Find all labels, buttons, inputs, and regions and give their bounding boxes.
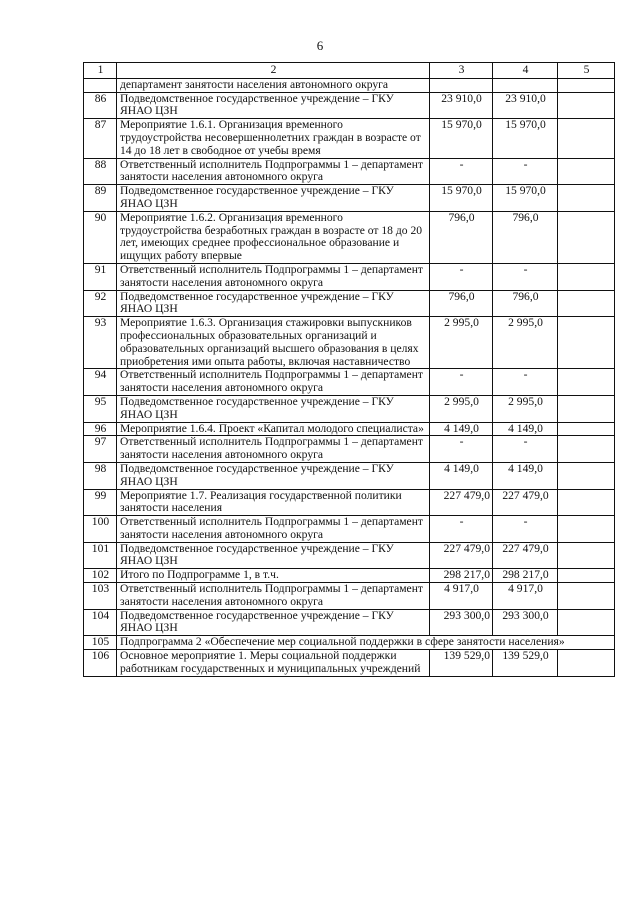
value-col5 xyxy=(558,650,615,677)
table-row xyxy=(84,185,615,212)
row-name: Подведомственное государственное учреждение – ГКУ ЯНАО ЦЗН xyxy=(117,542,430,569)
table-row xyxy=(84,650,615,677)
table-row xyxy=(84,119,615,158)
row-number: 94 xyxy=(84,369,117,396)
table-row xyxy=(84,290,615,317)
row-number: 98 xyxy=(84,462,117,489)
value-col5 xyxy=(558,211,615,263)
row-number: 86 xyxy=(84,92,117,119)
table-body xyxy=(84,78,615,676)
row-number: 100 xyxy=(84,516,117,543)
row-name: Ответственный исполнитель Подпрограммы 1 – департамент занятости населения автономного округа xyxy=(117,516,430,543)
table-row xyxy=(84,542,615,569)
value-col4: 15 970,0 xyxy=(493,185,558,212)
value-col3: 15 970,0 xyxy=(430,185,493,212)
value-col5 xyxy=(558,569,615,583)
value-col3: 227 479,0 xyxy=(430,489,493,516)
row-number: 89 xyxy=(84,185,117,212)
value-col4: 796,0 xyxy=(493,211,558,263)
value-col4: 227 479,0 xyxy=(493,542,558,569)
row-number: 104 xyxy=(84,609,117,636)
value-col5 xyxy=(558,395,615,422)
row-name: Подведомственное государственное учреждение – ГКУ ЯНАО ЦЗН xyxy=(117,462,430,489)
page-number: 6 xyxy=(316,38,324,53)
value-col5 xyxy=(558,516,615,543)
value-col4: 4 149,0 xyxy=(493,422,558,436)
value-col3: 15 970,0 xyxy=(430,119,493,158)
column-header-1: 1 xyxy=(84,63,117,79)
value-col5 xyxy=(558,92,615,119)
continuation-text: департамент занятости населения автономного округа xyxy=(117,78,430,92)
value-col4: - xyxy=(493,369,558,396)
value-col3: 227 479,0 xyxy=(430,542,493,569)
row-name: Мероприятие 1.7. Реализация государственной политики занятости населения xyxy=(117,489,430,516)
table-row xyxy=(84,211,615,263)
value-col5 xyxy=(558,436,615,463)
row-number: 90 xyxy=(84,211,117,263)
value-col3: 4 149,0 xyxy=(430,422,493,436)
row-name: Подведомственное государственное учреждение – ГКУ ЯНАО ЦЗН xyxy=(117,185,430,212)
row-number: 102 xyxy=(84,569,117,583)
row-name: Мероприятие 1.6.4. Проект «Капитал молодого специалиста» xyxy=(117,422,430,436)
row-name: Основное мероприятие 1. Меры социальной поддержки работникам государственных и муниципальных учреждений xyxy=(117,650,430,677)
value-col3: - xyxy=(430,263,493,290)
table-row xyxy=(84,569,615,583)
value-col4: 4 149,0 xyxy=(493,462,558,489)
value-col4: 23 910,0 xyxy=(493,92,558,119)
table-row xyxy=(84,516,615,543)
row-name: Ответственный исполнитель Подпрограммы 1 – департамент занятости населения автономного округа xyxy=(117,436,430,463)
value-col4: 2 995,0 xyxy=(493,395,558,422)
row-name: Подведомственное государственное учреждение – ГКУ ЯНАО ЦЗН xyxy=(117,395,430,422)
value-col5 xyxy=(558,263,615,290)
value-col5 xyxy=(558,290,615,317)
row-number: 95 xyxy=(84,395,117,422)
value-col3: - xyxy=(430,516,493,543)
row-number: 96 xyxy=(84,422,117,436)
value-col4: 139 529,0 xyxy=(493,650,558,677)
value-col5 xyxy=(558,78,615,92)
table-row xyxy=(84,422,615,436)
row-name: Мероприятие 1.6.1. Организация временного трудоустройства несовершеннолетних граждан в возрасте от 14 до 18 лет в свободное от учебы время xyxy=(117,119,430,158)
row-number: 106 xyxy=(84,650,117,677)
row-name: Мероприятие 1.6.2. Организация временного трудоустройства безработных граждан в возрасте от 18 до 20 лет, имеющих среднее профессиональное образование и ищущих работу впервые xyxy=(117,211,430,263)
table-row xyxy=(84,609,615,636)
table-row xyxy=(84,369,615,396)
value-col4: - xyxy=(493,516,558,543)
value-col4: 227 479,0 xyxy=(493,489,558,516)
row-number xyxy=(84,78,117,92)
row-number: 97 xyxy=(84,436,117,463)
row-name: Подведомственное государственное учреждение – ГКУ ЯНАО ЦЗН xyxy=(117,290,430,317)
value-col4: - xyxy=(493,158,558,185)
row-name: Мероприятие 1.6.3. Организация стажировки выпускников профессиональных образовательных организаций и образовательных организаций высшего образования в целях приобретения ими опыта работы, включая наставничество xyxy=(117,317,430,369)
row-name: Ответственный исполнитель Подпрограммы 1 – департамент занятости населения автономного округа xyxy=(117,369,430,396)
column-header-2: 2 xyxy=(117,63,430,79)
value-col4: 298 217,0 xyxy=(493,569,558,583)
value-col3: 4 917,0 xyxy=(430,583,493,610)
table-row xyxy=(84,489,615,516)
value-col4: 293 300,0 xyxy=(493,609,558,636)
value-col5 xyxy=(558,583,615,610)
row-name: Ответственный исполнитель Подпрограммы 1 – департамент занятости населения автономного округа xyxy=(117,583,430,610)
row-name: Подведомственное государственное учреждение – ГКУ ЯНАО ЦЗН xyxy=(117,609,430,636)
row-number: 101 xyxy=(84,542,117,569)
value-col3: 2 995,0 xyxy=(430,395,493,422)
value-col5 xyxy=(558,422,615,436)
value-col3: 23 910,0 xyxy=(430,92,493,119)
value-col3: 4 149,0 xyxy=(430,462,493,489)
value-col3: 298 217,0 xyxy=(430,569,493,583)
value-col4 xyxy=(493,78,558,92)
value-col3: - xyxy=(430,369,493,396)
value-col5 xyxy=(558,317,615,369)
value-col3: 2 995,0 xyxy=(430,317,493,369)
row-name: Подведомственное государственное учреждение – ГКУ ЯНАО ЦЗН xyxy=(117,92,430,119)
row-name: Итого по Подпрограмме 1, в т.ч. xyxy=(117,569,430,583)
row-number: 93 xyxy=(84,317,117,369)
table-row xyxy=(84,158,615,185)
row-name: Ответственный исполнитель Подпрограммы 1 – департамент занятости населения автономного округа xyxy=(117,158,430,185)
row-number: 92 xyxy=(84,290,117,317)
table-row xyxy=(84,92,615,119)
table-row xyxy=(84,462,615,489)
table-row xyxy=(84,583,615,610)
value-col5 xyxy=(558,489,615,516)
row-number: 87 xyxy=(84,119,117,158)
value-col5 xyxy=(558,609,615,636)
column-header-5: 5 xyxy=(558,63,615,79)
value-col3: 293 300,0 xyxy=(430,609,493,636)
row-number: 105 xyxy=(84,636,117,650)
row-number: 99 xyxy=(84,489,117,516)
value-col3: 139 529,0 xyxy=(430,650,493,677)
row-name: Подпрограмма 2 «Обеспечение мер социальной поддержки в сфере занятости населения» xyxy=(117,636,615,650)
value-col5 xyxy=(558,462,615,489)
table-row xyxy=(84,317,615,369)
value-col5 xyxy=(558,158,615,185)
table-row xyxy=(84,263,615,290)
value-col4: 2 995,0 xyxy=(493,317,558,369)
value-col5 xyxy=(558,185,615,212)
value-col3: 796,0 xyxy=(430,211,493,263)
value-col4: 4 917,0 xyxy=(493,583,558,610)
row-number: 103 xyxy=(84,583,117,610)
value-col5 xyxy=(558,119,615,158)
value-col3: - xyxy=(430,158,493,185)
value-col4: - xyxy=(493,436,558,463)
value-col4: 796,0 xyxy=(493,290,558,317)
table-row xyxy=(84,436,615,463)
column-header-3: 3 xyxy=(430,63,493,79)
table-row xyxy=(84,395,615,422)
value-col3: 796,0 xyxy=(430,290,493,317)
value-col4: - xyxy=(493,263,558,290)
column-header-4: 4 xyxy=(493,63,558,79)
row-number: 91 xyxy=(84,263,117,290)
row-name: Ответственный исполнитель Подпрограммы 1 – департамент занятости населения автономного округа xyxy=(117,263,430,290)
table-header-row xyxy=(84,63,615,79)
value-col3 xyxy=(430,78,493,92)
value-col4: 15 970,0 xyxy=(493,119,558,158)
table-row xyxy=(84,636,615,650)
value-col5 xyxy=(558,542,615,569)
value-col5 xyxy=(558,369,615,396)
row-number: 88 xyxy=(84,158,117,185)
value-col3: - xyxy=(430,436,493,463)
continuation-row xyxy=(84,78,615,92)
budget-table xyxy=(83,62,615,677)
